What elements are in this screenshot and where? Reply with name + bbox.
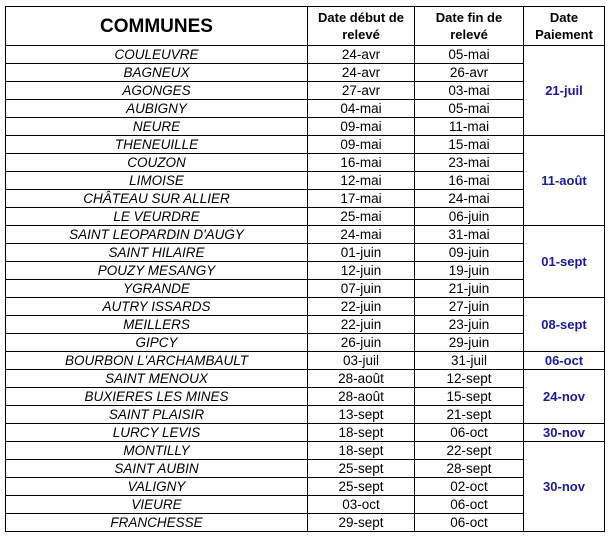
- date-debut-cell: 27-avr: [308, 82, 415, 100]
- date-fin-cell: 05-mai: [415, 46, 524, 64]
- header-date-paiement-line-1: Date: [549, 10, 579, 25]
- date-paiement-cell: 30-nov: [524, 424, 605, 442]
- table-row: [6, 244, 605, 262]
- table-row: [6, 262, 605, 280]
- header-date-debut-line-1: Date début de: [318, 10, 404, 25]
- table-row: [6, 172, 605, 190]
- date-debut-cell: 28-août: [308, 388, 415, 406]
- date-paiement-cell: 30-nov: [524, 442, 605, 532]
- commune-cell: SAINT LEOPARDIN D'AUGY: [6, 226, 308, 244]
- header-communes: COMMUNES: [6, 7, 308, 46]
- commune-cell: SAINT PLAISIR: [6, 406, 308, 424]
- date-fin-cell: 23-juin: [415, 316, 524, 334]
- commune-cell: GIPCY: [6, 334, 308, 352]
- table-row: [6, 334, 605, 352]
- header-date-fin-line-2: relevé: [450, 27, 488, 42]
- date-debut-cell: 03-juil: [308, 352, 415, 370]
- commune-cell: MONTILLY: [6, 442, 308, 460]
- table-row: [6, 388, 605, 406]
- date-debut-cell: 04-mai: [308, 100, 415, 118]
- date-fin-cell: 05-mai: [415, 100, 524, 118]
- header-date-debut: [308, 7, 415, 46]
- date-fin-cell: 06-oct: [415, 424, 524, 442]
- commune-cell: SAINT MENOUX: [6, 370, 308, 388]
- date-debut-cell: 24-mai: [308, 226, 415, 244]
- date-fin-cell: 06-oct: [415, 514, 524, 532]
- commune-cell: BUXIERES LES MINES: [6, 388, 308, 406]
- date-paiement-cell: 21-juil: [524, 46, 605, 136]
- date-fin-cell: 16-mai: [415, 172, 524, 190]
- date-debut-cell: 03-oct: [308, 496, 415, 514]
- table-row: [6, 298, 605, 316]
- date-debut-cell: 25-mai: [308, 208, 415, 226]
- header-date-debut-line-2: relevé: [342, 27, 380, 42]
- date-fin-cell: 22-sept: [415, 442, 524, 460]
- commune-cell: BAGNEUX: [6, 64, 308, 82]
- date-fin-cell: 21-juin: [415, 280, 524, 298]
- table-row: [6, 46, 605, 64]
- table-row: [6, 352, 605, 370]
- commune-cell: CHÂTEAU SUR ALLIER: [6, 190, 308, 208]
- date-debut-cell: 09-mai: [308, 118, 415, 136]
- table-row: [6, 118, 605, 136]
- commune-cell: LE VEURDRE: [6, 208, 308, 226]
- table-row: [6, 478, 605, 496]
- date-fin-cell: 06-juin: [415, 208, 524, 226]
- commune-cell: NEURE: [6, 118, 308, 136]
- table-row: [6, 82, 605, 100]
- date-debut-cell: 01-juin: [308, 244, 415, 262]
- date-paiement-cell: 06-oct: [524, 352, 605, 370]
- date-fin-cell: 24-mai: [415, 190, 524, 208]
- date-fin-cell: 28-sept: [415, 460, 524, 478]
- date-debut-cell: 28-août: [308, 370, 415, 388]
- date-fin-cell: 15-mai: [415, 136, 524, 154]
- commune-cell: POUZY MESANGY: [6, 262, 308, 280]
- date-debut-cell: 22-juin: [308, 298, 415, 316]
- date-fin-cell: 02-oct: [415, 478, 524, 496]
- date-debut-cell: 22-juin: [308, 316, 415, 334]
- table-row: [6, 424, 605, 442]
- table-row: [6, 280, 605, 298]
- date-debut-cell: 12-juin: [308, 262, 415, 280]
- header-date-paiement-line-2: Paiement: [535, 27, 593, 42]
- commune-cell: VALIGNY: [6, 478, 308, 496]
- date-fin-cell: 21-sept: [415, 406, 524, 424]
- commune-cell: COUZON: [6, 154, 308, 172]
- header-date-paiement: [524, 7, 605, 46]
- commune-cell: THENEUILLE: [6, 136, 308, 154]
- date-debut-cell: 25-sept: [308, 478, 415, 496]
- table-row: [6, 370, 605, 388]
- date-fin-cell: 26-avr: [415, 64, 524, 82]
- date-fin-cell: 15-sept: [415, 388, 524, 406]
- date-debut-cell: 18-sept: [308, 424, 415, 442]
- table-row: [6, 226, 605, 244]
- commune-cell: MEILLERS: [6, 316, 308, 334]
- header-date-fin-line-1: Date fin de: [435, 10, 503, 25]
- date-fin-cell: 09-juin: [415, 244, 524, 262]
- header-row: [6, 7, 605, 46]
- date-debut-cell: 26-juin: [308, 334, 415, 352]
- commune-cell: AUTRY ISSARDS: [6, 298, 308, 316]
- date-debut-cell: 09-mai: [308, 136, 415, 154]
- commune-cell: YGRANDE: [6, 280, 308, 298]
- releve-table: [5, 6, 605, 532]
- date-debut-cell: 18-sept: [308, 442, 415, 460]
- date-debut-cell: 12-mai: [308, 172, 415, 190]
- commune-cell: SAINT HILAIRE: [6, 244, 308, 262]
- date-debut-cell: 16-mai: [308, 154, 415, 172]
- table-row: [6, 190, 605, 208]
- date-debut-cell: 25-sept: [308, 460, 415, 478]
- table-row: [6, 460, 605, 478]
- date-debut-cell: 07-juin: [308, 280, 415, 298]
- date-fin-cell: 03-mai: [415, 82, 524, 100]
- date-paiement-cell: 11-août: [524, 136, 605, 226]
- table-row: [6, 136, 605, 154]
- date-debut-cell: 29-sept: [308, 514, 415, 532]
- commune-cell: AGONGES: [6, 82, 308, 100]
- table-row: [6, 64, 605, 82]
- header-date-fin: [415, 7, 524, 46]
- table-row: [6, 154, 605, 172]
- commune-cell: LIMOISE: [6, 172, 308, 190]
- date-debut-cell: 24-avr: [308, 46, 415, 64]
- date-fin-cell: 11-mai: [415, 118, 524, 136]
- date-fin-cell: 29-juin: [415, 334, 524, 352]
- date-debut-cell: 17-mai: [308, 190, 415, 208]
- table-row: [6, 514, 605, 532]
- date-fin-cell: 31-juil: [415, 352, 524, 370]
- date-fin-cell: 23-mai: [415, 154, 524, 172]
- date-fin-cell: 19-juin: [415, 262, 524, 280]
- commune-cell: LURCY LEVIS: [6, 424, 308, 442]
- commune-cell: BOURBON L'ARCHAMBAULT: [6, 352, 308, 370]
- commune-cell: FRANCHESSE: [6, 514, 308, 532]
- date-debut-cell: 13-sept: [308, 406, 415, 424]
- table-row: [6, 316, 605, 334]
- table-row: [6, 496, 605, 514]
- table-body: [6, 46, 605, 532]
- date-debut-cell: 24-avr: [308, 64, 415, 82]
- table-row: [6, 100, 605, 118]
- table-row: [6, 442, 605, 460]
- date-fin-cell: 27-juin: [415, 298, 524, 316]
- commune-cell: VIEURE: [6, 496, 308, 514]
- commune-cell: AUBIGNY: [6, 100, 308, 118]
- table-row: [6, 406, 605, 424]
- date-fin-cell: 06-oct: [415, 496, 524, 514]
- date-paiement-cell: 24-nov: [524, 370, 605, 424]
- date-fin-cell: 31-mai: [415, 226, 524, 244]
- date-fin-cell: 12-sept: [415, 370, 524, 388]
- commune-cell: COULEUVRE: [6, 46, 308, 64]
- date-paiement-cell: 08-sept: [524, 298, 605, 352]
- table-row: [6, 208, 605, 226]
- commune-cell: SAINT AUBIN: [6, 460, 308, 478]
- date-paiement-cell: 01-sept: [524, 226, 605, 298]
